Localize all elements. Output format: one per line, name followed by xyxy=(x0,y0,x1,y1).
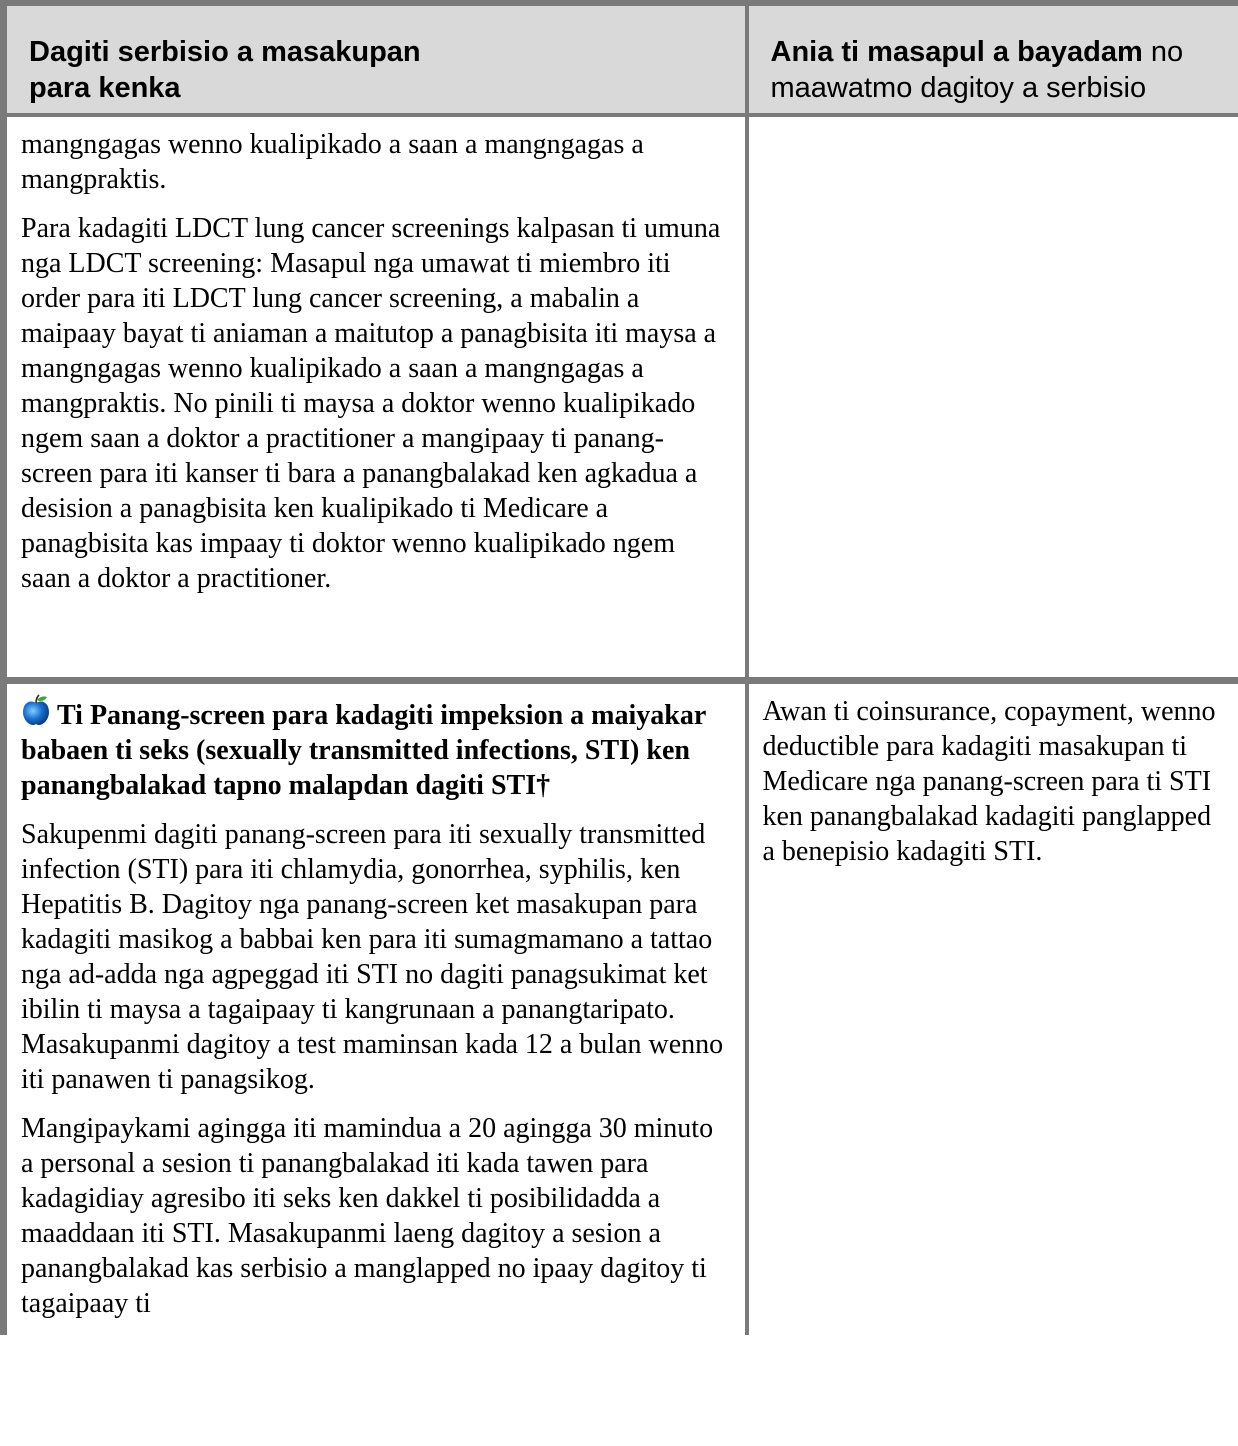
header-services-line2: para kenka xyxy=(29,72,181,104)
sti-section-title xyxy=(21,694,725,803)
lung-paragraph-1: mangngagas wenno kualipikado a saan a mangngagas a mangpraktis. xyxy=(21,129,644,195)
services-cell xyxy=(4,680,747,1335)
cost-cell xyxy=(747,115,1238,680)
lung-cost xyxy=(749,117,1238,127)
sti-title-text: Ti Panang-screen para kadagiti impeksion a maiyakar babaen ti seks (sexually transmitted infections, STI) ken panangbalakad tapno malapdan dagiti STI† xyxy=(21,699,706,801)
header-services xyxy=(4,3,747,115)
services-cell xyxy=(4,115,747,680)
apple-icon xyxy=(21,694,51,726)
sti-paragraph-1: Sakupenmi dagiti panang-screen para iti sexually transmitted infection (STI) para iti chlamydia, gonorrhea, syphilis, ken Hepatitis B. Dagitoy nga panang-screen ket masakupan para kadagiti masikog a babbai ken para iti sumagmamano a tattao nga ad-adda nga agpeggad iti STI no dagiti panagsukimat ket ibilin ti maysa a tagaipaay ti kangrunaan a panangtaripato. Masakupanmi dagitoy a test maminsan kada 12 a bulan wenno iti panawen ti panagsikog. xyxy=(21,818,724,1095)
cost-cell xyxy=(747,680,1238,1335)
table-header-row xyxy=(4,3,1238,115)
header-cost-line2: maawatmo dagitoy a serbisio xyxy=(770,72,1147,104)
header-services-line1: Dagiti serbisio a masakupan xyxy=(29,36,421,68)
sti-cost-text: Awan ti coinsurance, copayment, wenno deductible para kadagiti masakupan ti Medicare nga panang-screen para ti STI ken panangbalakad kadagiti panglapped a benepisio kadagiti STI. xyxy=(762,695,1216,867)
lung-paragraph-2: Para kadagiti LDCT lung cancer screenings kalpasan ti umuna nga LDCT screening: Masapul nga umawat ti miembro iti order para iti LDCT lung cancer screening, a mabalin a maipaay bayat ti aniaman a maitutop a panagbisita iti maysa a mangngagas wenno kualipikado a saan a mangngagas a mangpraktis. No pinili ti maysa a doktor wenno kualipikado ngem saan a doktor a practitioner a mangipaay ti panang-screen para iti kanser ti bara a panangbalakad ken agkadua a desision a panagbisita ken kualipikado ti Medicare a panagbisita kas impaay ti doktor wenno kualipikado ngem saan a doktor a practitioner. xyxy=(21,213,721,594)
header-cost xyxy=(747,3,1238,115)
header-cost-rest: no xyxy=(1142,36,1184,68)
table-row-lung-screening xyxy=(4,115,1238,680)
sti-paragraph-2: Mangipaykami agingga iti mamindua a 20 agingga 30 minuto a personal a sesion ti panangbalakad iti kada tawen para kadagidiay agresibo iti seks ken dakkel ti posibilidadda a maaddaan iti STI. Masakupanmi laeng dagitoy a sesion a panangbalakad kas serbisio a manglapped no ipaay dagitoy ti tagaipaay ti xyxy=(21,1112,714,1319)
table-row-sti-screening xyxy=(4,680,1238,1335)
header-cost-bold: Ania ti masapul a bayadam xyxy=(770,36,1143,68)
